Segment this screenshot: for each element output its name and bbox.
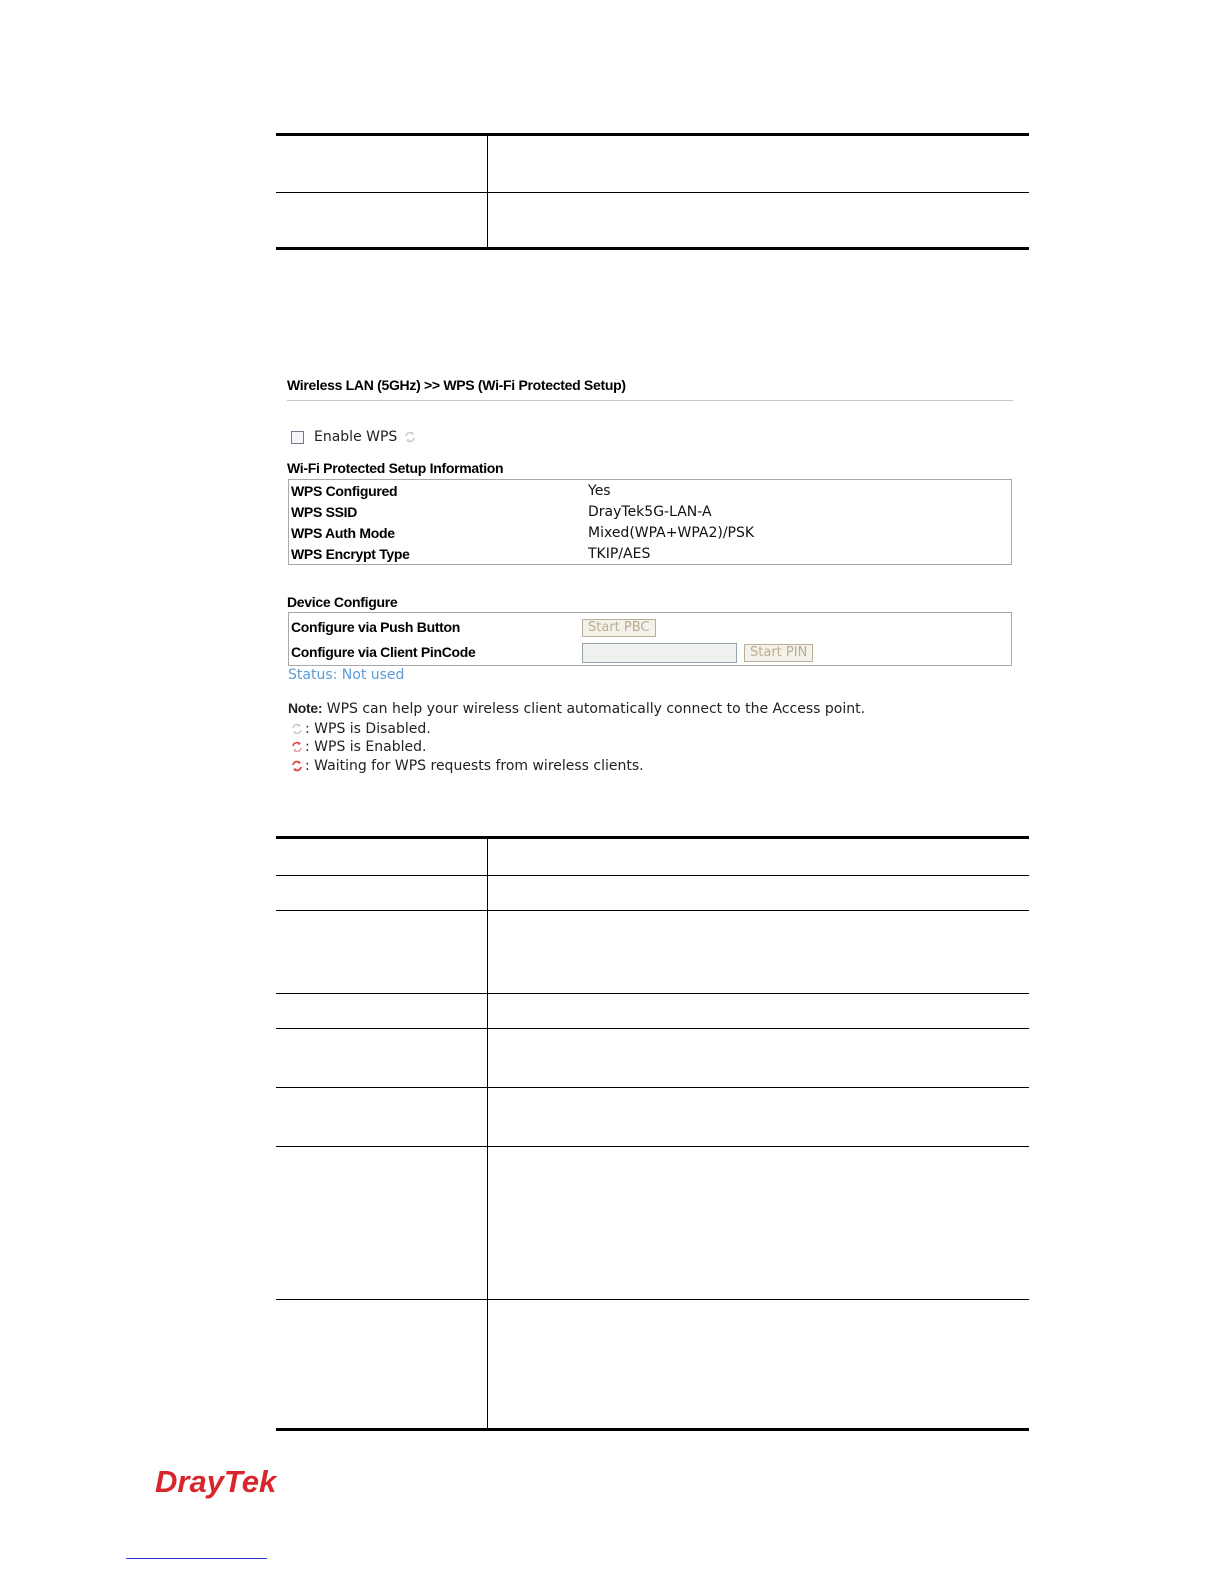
wps-enabled-icon: [290, 740, 304, 754]
bottom-description-table: [276, 836, 1029, 1431]
info-value: TKIP/AES: [588, 546, 651, 562]
table-row: [276, 911, 1029, 994]
note-text: WPS can help your wireless client automatically connect to the Access point.: [322, 701, 866, 717]
info-label: WPS Auth Mode: [291, 525, 395, 541]
start-pin-button[interactable]: Start PIN: [744, 644, 813, 662]
status-text: Status: Not used: [288, 667, 405, 683]
info-row: [289, 481, 1011, 502]
table-row: [276, 1147, 1029, 1300]
table-row: [276, 1300, 1029, 1430]
wps-disabled-icon: [290, 722, 304, 736]
legend-text: : WPS is Disabled.: [305, 721, 431, 737]
footer-link-rule: [126, 1558, 267, 1559]
info-value: Mixed(WPA+WPA2)/PSK: [588, 525, 755, 541]
title-divider: [287, 400, 1013, 401]
legend-enabled: [290, 739, 426, 755]
page-title: Wireless LAN (5GHz) >> WPS (Wi-Fi Protected Setup): [287, 377, 626, 393]
legend-text: : Waiting for WPS requests from wireless clients.: [305, 758, 644, 774]
start-pbc-button[interactable]: Start PBC: [582, 619, 656, 637]
top-description-table: [276, 133, 1029, 250]
device-section-title: Device Configure: [287, 594, 398, 610]
enable-wps-checkbox[interactable]: [291, 431, 304, 444]
push-button-label: Configure via Push Button: [291, 619, 461, 635]
draytek-logo: [155, 1463, 287, 1499]
table-row: [276, 135, 1029, 193]
legend-disabled: [290, 721, 431, 737]
table-row: [276, 838, 1029, 876]
info-label: WPS Configured: [291, 483, 398, 499]
enable-wps-label: Enable WPS: [314, 429, 398, 445]
enable-wps-row: [291, 428, 417, 446]
info-value: DrayTek5G-LAN-A: [588, 504, 712, 520]
note: [288, 700, 865, 717]
note-label: Note:: [288, 700, 323, 716]
info-label: WPS Encrypt Type: [291, 546, 410, 562]
table-row: [276, 994, 1029, 1029]
table-row: [276, 193, 1029, 249]
wps-info-box: [288, 479, 1012, 565]
legend-waiting: [290, 758, 644, 774]
legend-text: : WPS is Enabled.: [305, 739, 427, 755]
wps-waiting-icon: [290, 759, 304, 773]
info-label: WPS SSID: [291, 504, 358, 520]
table-row: [276, 1088, 1029, 1147]
logo-text: DrayTek: [155, 1464, 277, 1499]
pincode-label: Configure via Client PinCode: [291, 644, 476, 660]
wps-disabled-icon: [403, 430, 417, 444]
info-row: [289, 523, 1011, 544]
table-row: [276, 876, 1029, 911]
device-configure-box: [288, 612, 1012, 666]
info-value: Yes: [588, 483, 611, 499]
pincode-input[interactable]: [582, 643, 737, 663]
info-section-title: Wi-Fi Protected Setup Information: [287, 460, 504, 476]
info-row: [289, 544, 1011, 565]
info-row: [289, 502, 1011, 523]
table-row: [276, 1029, 1029, 1088]
